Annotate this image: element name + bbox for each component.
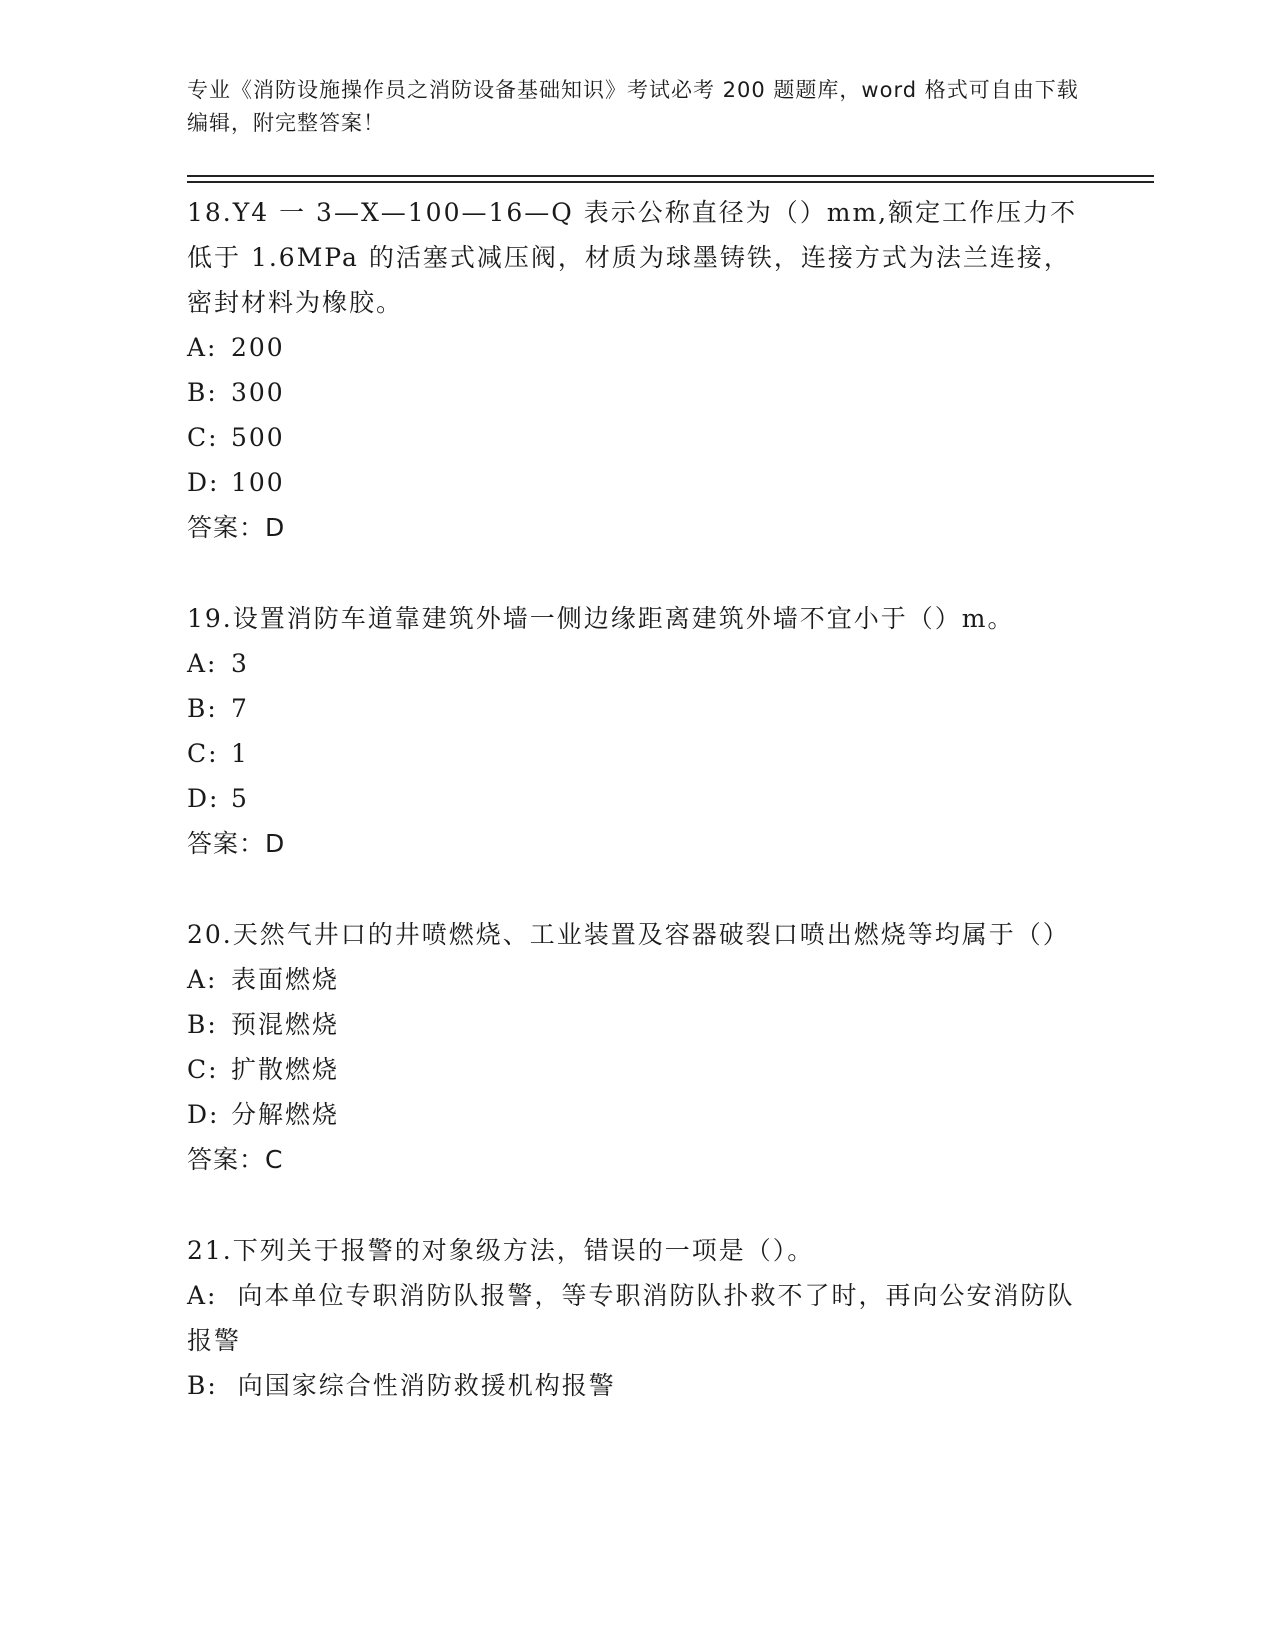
- option-text: 5: [231, 784, 249, 813]
- option-letter: B:: [187, 1371, 218, 1400]
- option-text: 7: [231, 694, 249, 723]
- option-text: 300: [231, 378, 285, 407]
- option-item: [187, 731, 1087, 776]
- option-item: [187, 1363, 1087, 1408]
- option-text: 预混燃烧: [231, 1010, 340, 1039]
- option-item: [187, 1273, 1087, 1363]
- option-text: 扩散燃烧: [231, 1055, 340, 1084]
- question-list: [187, 190, 1087, 1454]
- option-item: [187, 370, 1087, 415]
- option-item: [187, 686, 1087, 731]
- document-header: 专业《消防设施操作员之消防设备基础知识》考试必考 200 题题库，word 格式可自由下载编辑，附完整答案！: [187, 78, 1079, 135]
- option-letter: B:: [187, 378, 218, 407]
- option-letter: A:: [187, 333, 218, 362]
- header-rule-bottom: [187, 181, 1154, 183]
- option-item: [187, 957, 1087, 1002]
- option-letter: D:: [187, 1100, 220, 1129]
- option-text: 表面燃烧: [231, 965, 340, 994]
- option-text: 3: [231, 649, 249, 678]
- header-rule-top: [187, 175, 1154, 177]
- answer-line: 答案：D: [187, 513, 286, 542]
- answer-line: 答案：C: [187, 1145, 284, 1174]
- option-letter: C:: [187, 1055, 219, 1084]
- option-item: [187, 1002, 1087, 1047]
- option-text: 100: [231, 468, 285, 497]
- question-stem: 21.下列关于报警的对象级方法，错误的一项是（）。: [187, 1236, 815, 1265]
- option-letter: B:: [187, 1010, 218, 1039]
- option-letter: A:: [187, 1281, 218, 1310]
- question-stem: 20.天然气井口的井喷燃烧、工业装置及容器破裂口喷出燃烧等均属于（）: [187, 920, 1070, 949]
- option-letter: B:: [187, 694, 218, 723]
- question-block: [187, 190, 1087, 550]
- option-letter: A:: [187, 649, 218, 678]
- question-block: [187, 912, 1087, 1182]
- option-item: [187, 460, 1087, 505]
- option-item: [187, 776, 1087, 821]
- option-text: 500: [231, 423, 285, 452]
- option-letter: D:: [187, 784, 220, 813]
- answer-line: 答案：D: [187, 829, 286, 858]
- option-letter: A:: [187, 965, 218, 994]
- option-text: 向本单位专职消防队报警，等专职消防队扑救不了时，再向公安消防队报警: [187, 1281, 1075, 1355]
- option-letter: C:: [187, 739, 219, 768]
- question-block: [187, 1228, 1087, 1408]
- option-item: [187, 415, 1087, 460]
- option-item: [187, 1092, 1087, 1137]
- option-letter: C:: [187, 423, 219, 452]
- option-item: [187, 1047, 1087, 1092]
- option-text: 200: [231, 333, 285, 362]
- option-text: 分解燃烧: [231, 1100, 340, 1129]
- option-letter: D:: [187, 468, 220, 497]
- option-text: 1: [231, 739, 249, 768]
- option-item: [187, 641, 1087, 686]
- option-text: 向国家综合性消防救援机构报警: [237, 1371, 616, 1400]
- option-item: [187, 325, 1087, 370]
- question-stem: 19.设置消防车道靠建筑外墙一侧边缘距离建筑外墙不宜小于（）m。: [187, 604, 1015, 633]
- question-block: [187, 596, 1087, 866]
- question-stem: 18.Y4 一 3—X—100—16—Q 表示公称直径为（）mm,额定工作压力不低于 1.6MPa 的活塞式减压阀，材质为球墨铸铁，连接方式为法兰连接，密封材料为橡胶。: [187, 198, 1078, 317]
